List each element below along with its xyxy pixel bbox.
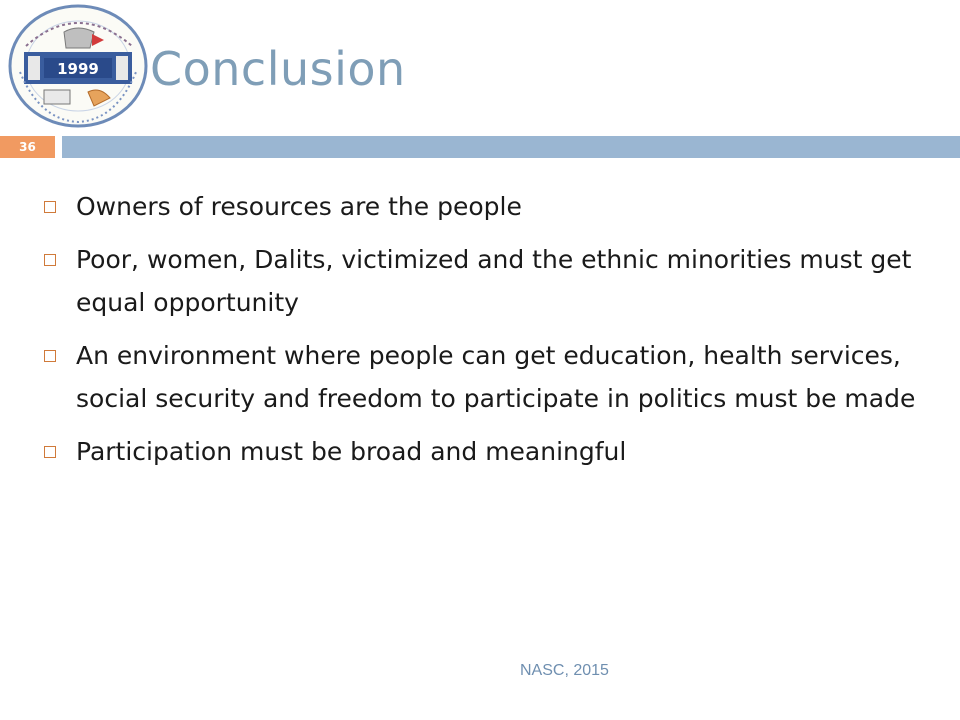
bullet-text: Participation must be broad and meaningful (76, 437, 627, 466)
bullet-text: Owners of resources are the people (76, 192, 522, 221)
slide-number-badge: 36 (0, 136, 55, 158)
square-bullet-icon (44, 446, 56, 458)
bullet-text: Poor, women, Dalits, victimized and the ethnic minorities must get equal opportunity (76, 245, 912, 317)
svg-text:1999: 1999 (57, 60, 99, 78)
list-item (38, 334, 918, 420)
bullet-text: An environment where people can get education, health services, social security and freedom to participate in politics must be made (76, 341, 916, 413)
slide-title: Conclusion (150, 42, 406, 96)
square-bullet-icon (44, 254, 56, 266)
list-item (38, 238, 918, 324)
square-bullet-icon (44, 201, 56, 213)
list-item (38, 430, 918, 473)
list-item (38, 185, 918, 228)
bullet-list (38, 185, 918, 483)
nasc-logo-icon (4, 2, 154, 130)
square-bullet-icon (44, 350, 56, 362)
title-divider-bar (62, 136, 960, 158)
footer-text: NASC, 2015 (520, 662, 609, 679)
